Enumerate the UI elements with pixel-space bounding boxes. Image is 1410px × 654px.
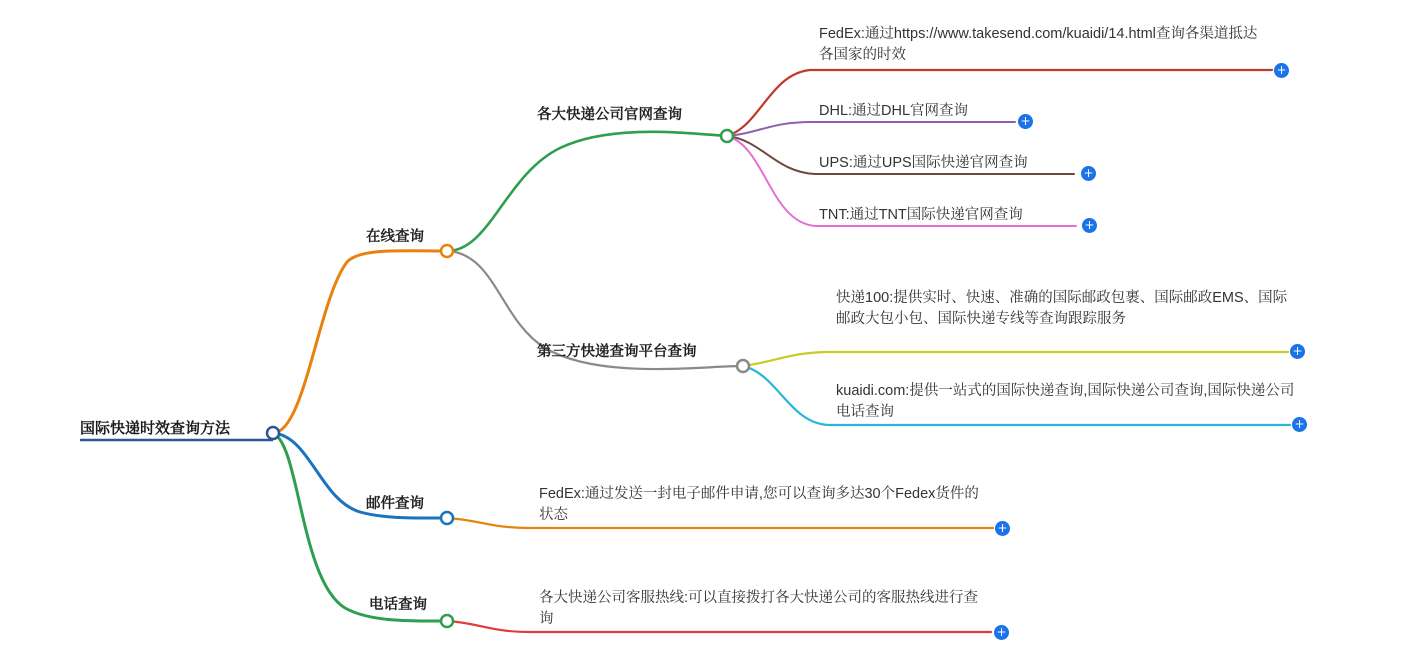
root-node-label[interactable]: 国际快递时效查询方法 — [80, 420, 231, 437]
node-email[interactable] — [441, 512, 453, 524]
edge-third-kuaidi100 — [743, 352, 1288, 366]
leaf-label-fedex-official[interactable]: FedEx:通过https://www.takesend.com/kuaidi/14.html查询各渠道抵达各国家的时效 — [819, 26, 1258, 64]
edge-root-phone — [273, 433, 447, 621]
node-root[interactable] — [267, 427, 279, 439]
node-phone[interactable] — [441, 615, 453, 627]
branch-label-online[interactable]: 在线查询 — [366, 229, 424, 245]
node-online[interactable] — [441, 245, 453, 257]
branch-label-email[interactable]: 邮件查询 — [366, 496, 424, 512]
leaf-label-hotline[interactable]: 各大快递公司客服热线:可以直接拨打各大快递公司的客服热线进行查询 — [539, 590, 979, 628]
leaf-label-ups-official[interactable]: UPS:通过UPS国际快递官网查询 — [819, 155, 1028, 171]
expand-button-fedex-official[interactable]: + — [1274, 63, 1289, 78]
edge-online-official — [447, 132, 727, 251]
edge-root-online — [273, 251, 447, 433]
expand-button-tnt-official[interactable]: + — [1082, 218, 1097, 233]
leaf-label-tnt-official[interactable]: TNT:通过TNT国际快递官网查询 — [819, 207, 1023, 223]
expand-button-hotline[interactable]: + — [994, 625, 1009, 640]
expand-button-ups-official[interactable]: + — [1081, 166, 1096, 181]
leaf-label-dhl-official[interactable]: DHL:通过DHL官网查询 — [819, 103, 969, 119]
leaf-label-fedex-email[interactable]: FedEx:通过发送一封电子邮件申请,您可以查询多达30个Fedex货件的状态 — [539, 486, 979, 524]
edge-official-dhl — [727, 122, 1015, 136]
expand-button-dhl-official[interactable]: + — [1018, 114, 1033, 129]
branch-label-thirdparty-platform[interactable]: 第三方快递查询平台查询 — [537, 344, 697, 360]
branch-label-official-sites[interactable]: 各大快递公司官网查询 — [537, 107, 682, 123]
leaf-label-kuaidi100[interactable]: 快递100:提供实时、快速、准确的国际邮政包裹、国际邮政EMS、国际邮政大包小包、国际快递专线等查询跟踪服务 — [836, 290, 1288, 328]
expand-button-kuaidi100[interactable]: + — [1290, 344, 1305, 359]
branch-label-phone[interactable]: 电话查询 — [369, 597, 427, 613]
leaf-label-kuaidicom[interactable]: kuaidi.com:提供一站式的国际快递查询,国际快递公司查询,国际快递公司电话查询 — [836, 383, 1295, 421]
node-thirdparty[interactable] — [737, 360, 749, 372]
expand-button-kuaidicom[interactable]: + — [1292, 417, 1307, 432]
node-official[interactable] — [721, 130, 733, 142]
expand-button-fedex-email[interactable]: + — [995, 521, 1010, 536]
